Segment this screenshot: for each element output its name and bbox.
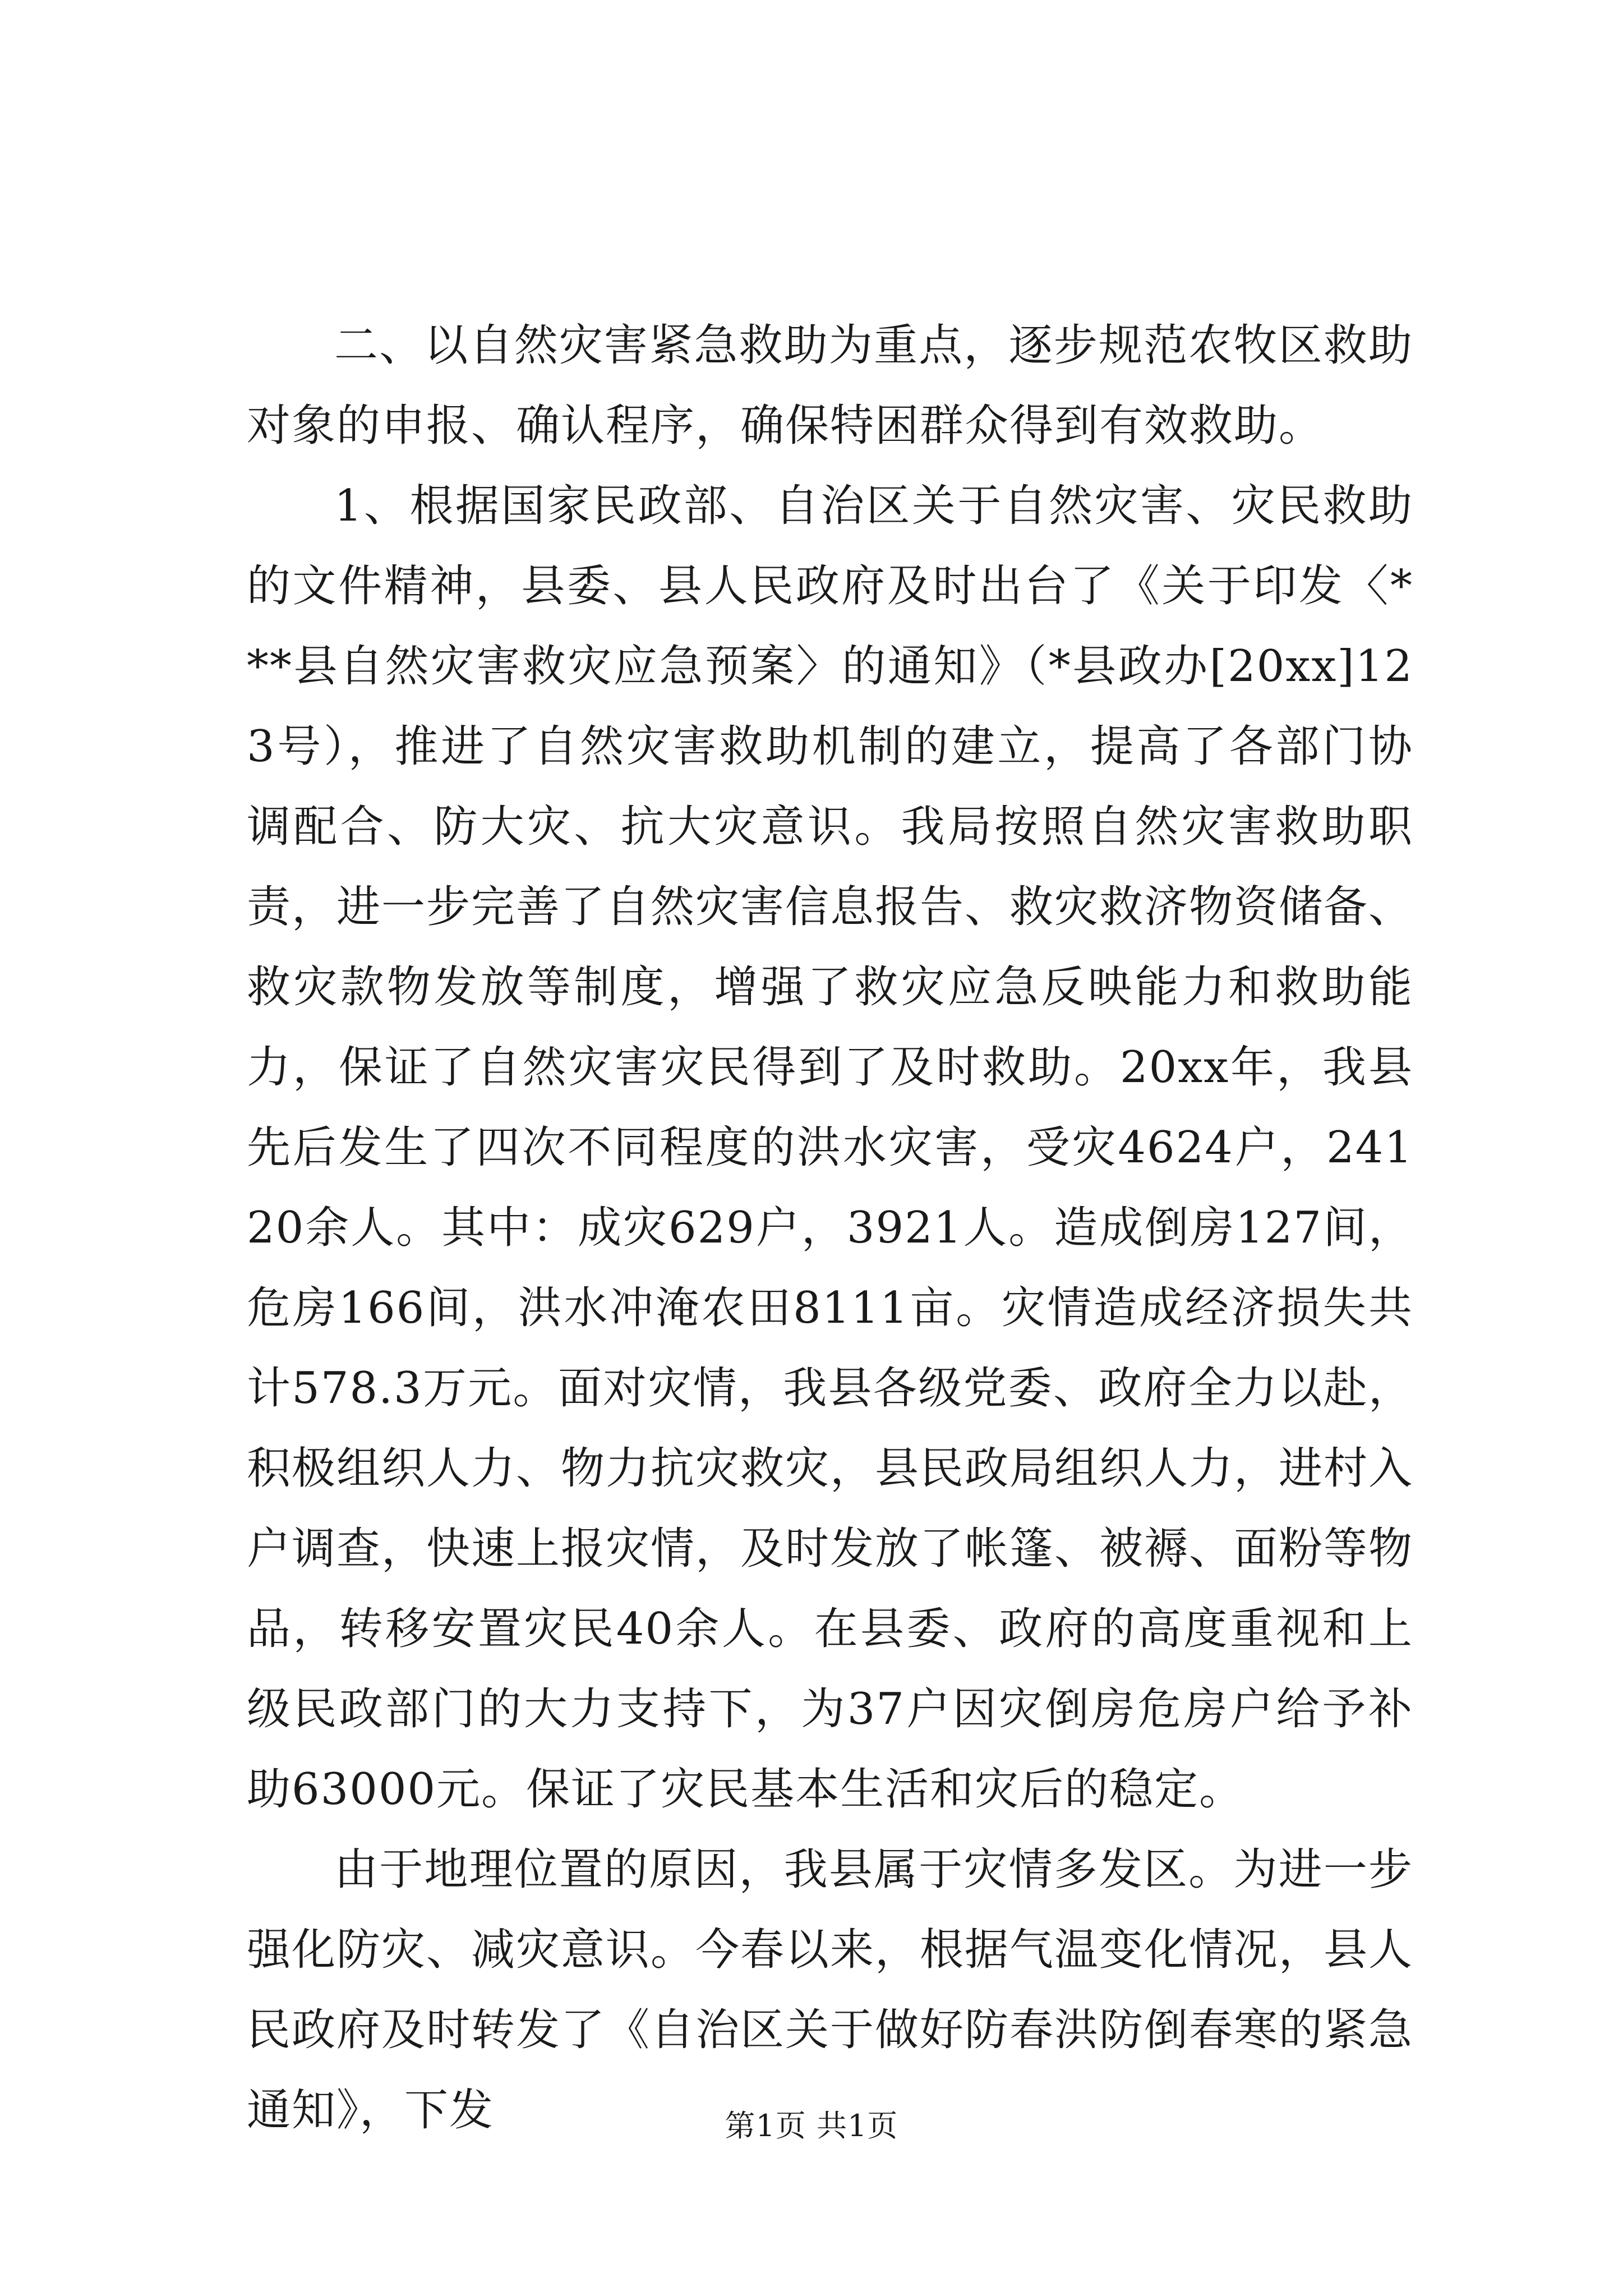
paragraph-disaster-relief: 1、根据国家民政部、自治区关于自然灾害、灾民救助的文件精神，县委、县人民政府及时出台了《关于印发〈***县自然灾害救灾应急预案〉的通知》（*县政办[20xx]123号），推进了自然灾害救助机制的建立，提高了各部门协调配合、防大灾、抗大灾意识。我局按照自然灾害救助职责，进一步完善了自然灾害信息报告、救灾救济物资储备、救灾款物发放等制度，增强了救灾应急反映能力和救助能力，保证了自然灾害灾民得到了及时救助。20xx年，我县先后发生了四次不同程度的洪水灾害，受灾4624户，24120余人。其中：成灾629户，3921人。造成倒房127间，危房166间，洪水冲淹农田8111亩。灾情造成经济损失共计578.3万元。面对灾情，我县各级党委、政府全力以赴，积极组织人力、物力抗灾救灾，县民政局组织人力，进村入户调查，快速上报灾情，及时发放了帐篷、被褥、面粉等物品，转移安置灾民40余人。在县委、政府的高度重视和上级民政部门的大力支持下，为37户因灾倒房危房户给予补助63000元。保证了灾民基本生活和灾后的稳定。 bbox=[247, 481, 1414, 1815]
page-footer: 第1页 共1页 bbox=[725, 2108, 898, 2143]
paragraph-geography: 由于地理位置的原因，我县属于灾情多发区。为进一步强化防灾、减灾意识。今春以来，根据气温变化情况，县人民政府及时转发了《自治区关于做好防春洪防倒春寒的紧急通知》，下发 bbox=[247, 1844, 1414, 2136]
document-body bbox=[247, 306, 1413, 2151]
paragraph-section-heading: 二、以自然灾害紧急救助为重点，逐步规范农牧区救助对象的申报、确认程序，确保特困群众得到有效救助。 bbox=[247, 320, 1413, 451]
